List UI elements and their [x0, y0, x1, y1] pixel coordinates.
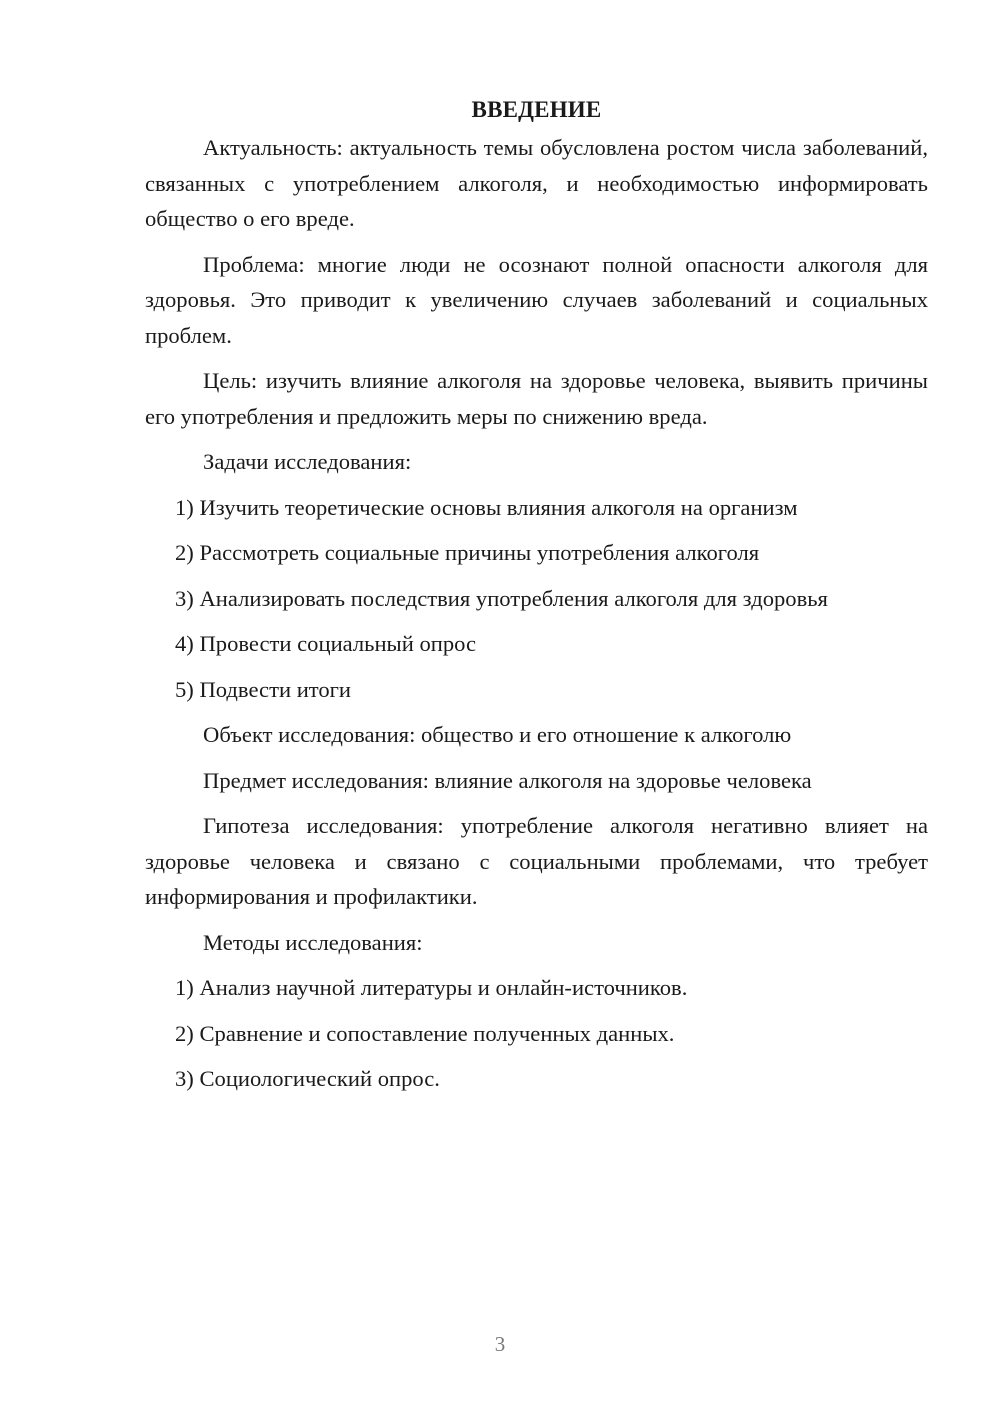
tasks-list	[145, 490, 928, 708]
method-item: 1) Анализ научной литературы и онлайн-источников.	[175, 975, 688, 1000]
methods-heading: Методы исследования:	[203, 929, 423, 955]
task-item: 2) Рассмотреть социальные причины употребления алкоголя	[175, 540, 760, 565]
hypothesis-paragraph: Гипотеза исследования: употребление алкоголя негативно влияет на здоровье человека и связано с социальными проблемами, что требует информирования и профилактики.	[145, 813, 928, 909]
task-item: 3) Анализировать последствия употребления алкоголя для здоровья	[175, 585, 828, 611]
method-item: 2) Сравнение и сопоставление полученных данных.	[175, 1020, 675, 1046]
document-page	[145, 92, 928, 1107]
object-paragraph: Объект исследования: общество и его отношение к алкоголю	[203, 722, 792, 747]
task-item: 1) Изучить теоретические основы влияния алкоголя на организм	[175, 494, 798, 520]
page-number: 3	[494, 1332, 506, 1356]
relevance-paragraph: Актуальность: актуальность темы обусловлена ростом числа заболеваний, связанных с употреблением алкоголя, и необходимостью информировать общество о его вреде.	[145, 135, 928, 231]
method-item: 3) Социологический опрос.	[175, 1066, 440, 1091]
task-item: 4) Провести социальный опрос	[175, 631, 477, 656]
tasks-heading: Задачи исследования:	[203, 449, 412, 474]
goal-paragraph: Цель: изучить влияние алкоголя на здоровье человека, выявить причины его употребления и предложить меры по снижению вреда.	[145, 368, 928, 429]
methods-list	[145, 970, 928, 1097]
problem-paragraph: Проблема: многие люди не осознают полной опасности алкоголя для здоровья. Это приводит к увеличению случаев заболеваний и социальных проблем.	[145, 251, 928, 348]
task-item: 5) Подвести итоги	[175, 676, 352, 702]
subject-paragraph: Предмет исследования: влияние алкоголя на здоровье человека	[203, 767, 812, 793]
section-title: ВВЕДЕНИЕ	[471, 97, 602, 122]
